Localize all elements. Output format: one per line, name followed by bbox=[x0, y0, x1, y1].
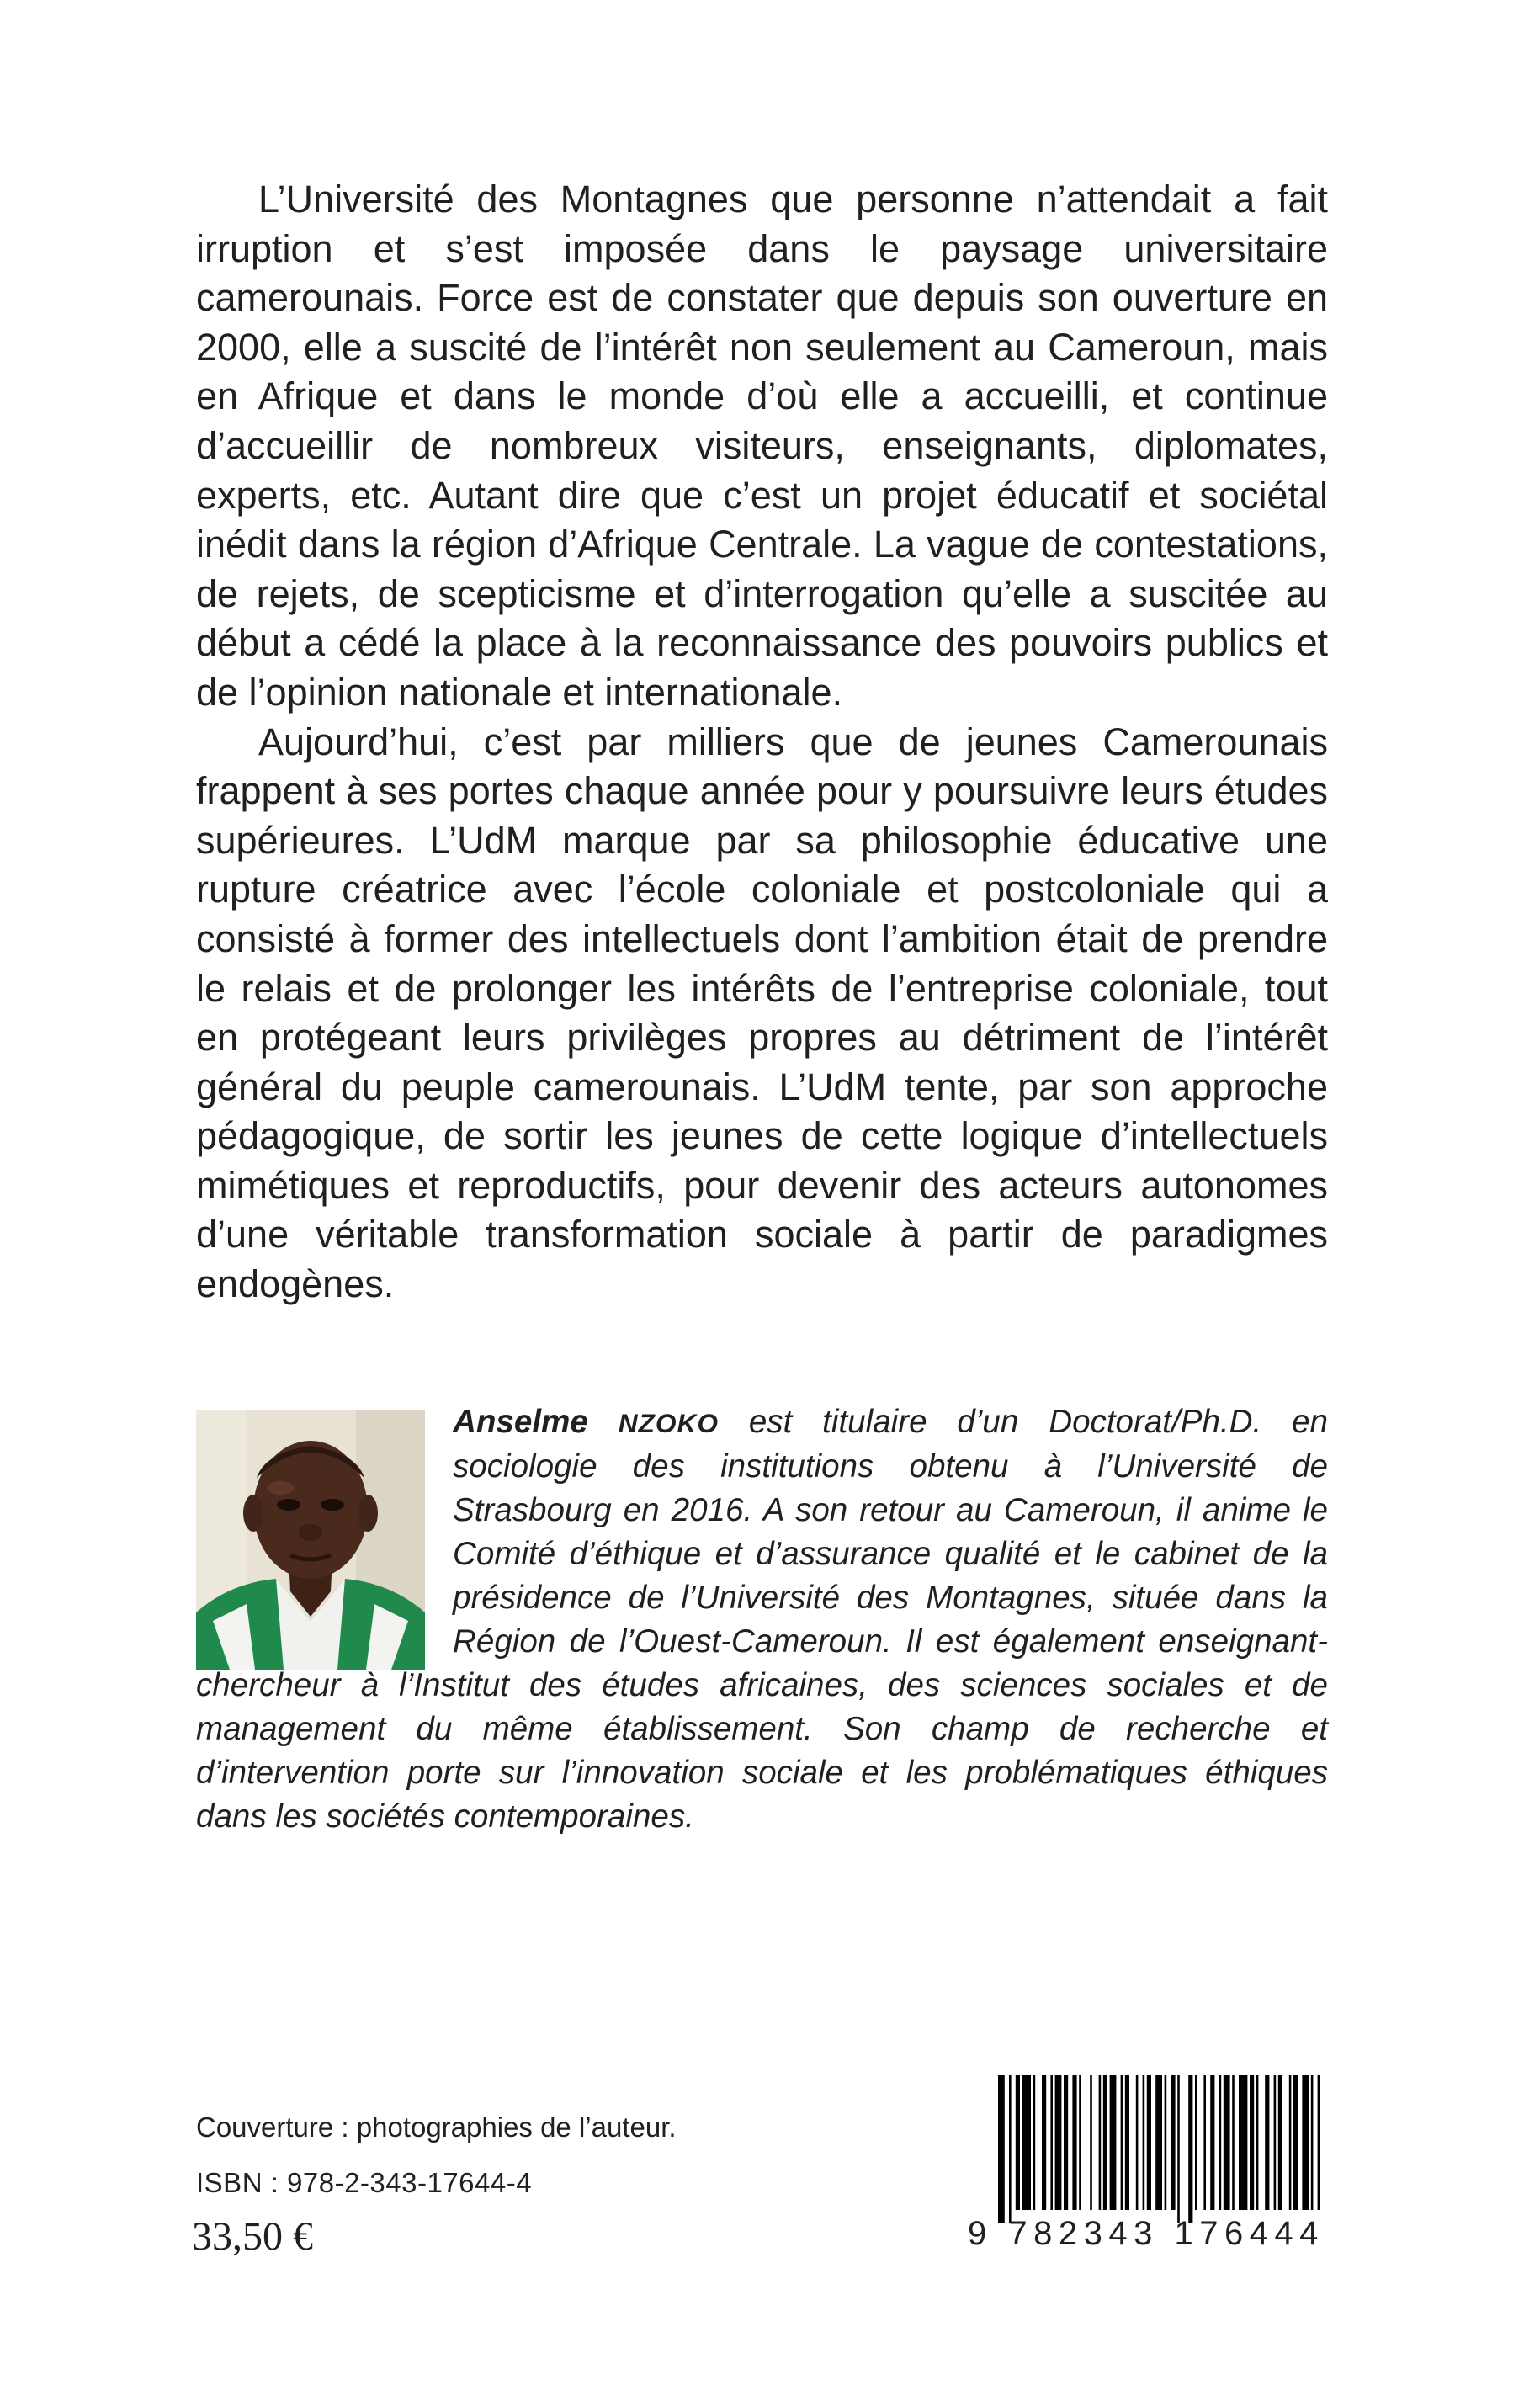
barcode-bar bbox=[1103, 2075, 1107, 2210]
barcode-bar bbox=[1203, 2075, 1206, 2210]
cover-credit: Couverture : photographies de l’auteur. bbox=[196, 2111, 677, 2143]
barcode-bar bbox=[1278, 2075, 1282, 2210]
barcode-bar bbox=[1125, 2075, 1129, 2210]
photo-spacer bbox=[196, 1400, 453, 1663]
price: 33,50 € bbox=[192, 2214, 313, 2259]
barcode-bar bbox=[1064, 2075, 1068, 2210]
barcode-bar bbox=[1274, 2075, 1277, 2210]
barcode-bar bbox=[1210, 2075, 1214, 2210]
barcode-digits: 9 782343 176444 bbox=[968, 2215, 1325, 2252]
barcode-bar bbox=[1042, 2075, 1046, 2210]
barcode-bar bbox=[1009, 2075, 1012, 2223]
author-last-name: NZOKO bbox=[618, 1408, 719, 1438]
barcode-bar bbox=[1090, 2075, 1092, 2210]
barcode-bar bbox=[1055, 2075, 1062, 2210]
barcode-bar bbox=[1050, 2075, 1053, 2210]
barcode-bar bbox=[1293, 2075, 1298, 2210]
blurb-paragraph-2: Aujourd’hui, c’est par milliers que de jeunes Camerounais frappent à ses portes chaque année pour y poursuivre leurs études supérieures. L’UdM marque par sa philosophie éducative une rupture créatrice avec l’école coloniale et postcoloniale qui a consisté à former des intellectuels dont l’ambition était de prendre le relais et de prolonger les intérêts de l’entreprise coloniale, tout en protégeant leurs privilèges propres au détriment de l’intérêt général du peuple camerounais. L’UdM tente, par son approche pédagogique, de sortir les jeunes de cette logique d’intellectuels mimétiques et reproductifs, pour devenir des acteurs autonomes d’une véritable transformation sociale à partir de paradigmes endogènes. bbox=[196, 720, 1328, 1306]
author-bio-text: est titulaire d’un Doctorat/Ph.D. en sociologie des institutions obtenu à l’Université de Strasbourg en 2016. A son retour au Cameroun, il anime le Comité d’éthique et d’assurance qualité et le cabinet de la présidence de l’Université des Montagnes, située dans la Région de l’Ouest-Cameroun. Il est également enseignant-chercheur à l’Institut des études africaines, des sciences sociales et de management du même établissement. Son champ de recherche et d’intervention porte sur l’innovation sociale et les problématiques éthiques dans les sociétés contemporaines. bbox=[196, 1404, 1329, 1835]
barcode-bar bbox=[1224, 2075, 1230, 2210]
barcode-bar bbox=[1195, 2075, 1197, 2210]
barcode-bar bbox=[1250, 2075, 1254, 2210]
barcode-bar bbox=[1033, 2075, 1036, 2210]
barcode-bar bbox=[1239, 2075, 1247, 2210]
barcode-bar bbox=[1289, 2075, 1292, 2210]
author-first-name: Anselme bbox=[453, 1404, 588, 1440]
barcode-bar bbox=[1177, 2075, 1180, 2223]
barcode-bar bbox=[1165, 2075, 1167, 2210]
blurb-text bbox=[196, 175, 1328, 1309]
isbn: ISBN : 978-2-343-17644-4 bbox=[196, 2167, 533, 2198]
author-name bbox=[453, 1404, 719, 1440]
barcode-bar bbox=[1302, 2075, 1309, 2210]
barcode-bar bbox=[1110, 2075, 1117, 2210]
barcode-bar bbox=[1121, 2075, 1123, 2210]
barcode-bar bbox=[1143, 2075, 1145, 2210]
barcode-bar bbox=[1079, 2075, 1081, 2210]
barcode-bar bbox=[1256, 2075, 1259, 2210]
barcode-bar bbox=[1188, 2075, 1192, 2223]
barcode-bar bbox=[998, 2075, 1005, 2223]
barcode-bar bbox=[1136, 2075, 1139, 2210]
barcode-bar bbox=[1147, 2075, 1151, 2210]
barcode-bar bbox=[1265, 2075, 1269, 2210]
barcode-bar bbox=[1072, 2075, 1076, 2210]
blurb-paragraph-1: L’Université des Montagnes que personne n’attendait a fait irruption et s’est imposée dans le paysage universitaire camerounais. Force est de constater que depuis son ouverture en 2000, elle a suscité de l’intérêt non seulement au Cameroun, mais en Afrique et dans le monde d’où elle a accueilli, et continue d’accueillir de nombreux visiteurs, enseignants, diplomates, experts, etc. Autant dire que c’est un projet éducatif et sociétal inédit dans la région d’Afrique Centrale. La vague de contestations, de rejets, de scepticisme et d’interrogation qu’elle a suscitée au début a cédé la place à la reconnaissance des pouvoirs publics et de l’opinion nationale et internationale. bbox=[196, 178, 1328, 714]
barcode-bar bbox=[1022, 2075, 1031, 2210]
barcode-bar bbox=[1232, 2075, 1235, 2210]
barcode-bar bbox=[1219, 2075, 1222, 2210]
barcode-bar bbox=[1016, 2075, 1020, 2210]
barcode-bar bbox=[1155, 2075, 1162, 2210]
barcode-bar bbox=[1171, 2075, 1175, 2210]
barcode-bar bbox=[1318, 2075, 1320, 2210]
author-bio bbox=[196, 1400, 1328, 1839]
barcode-bar bbox=[1311, 2075, 1314, 2210]
barcode-bar bbox=[1099, 2075, 1102, 2210]
